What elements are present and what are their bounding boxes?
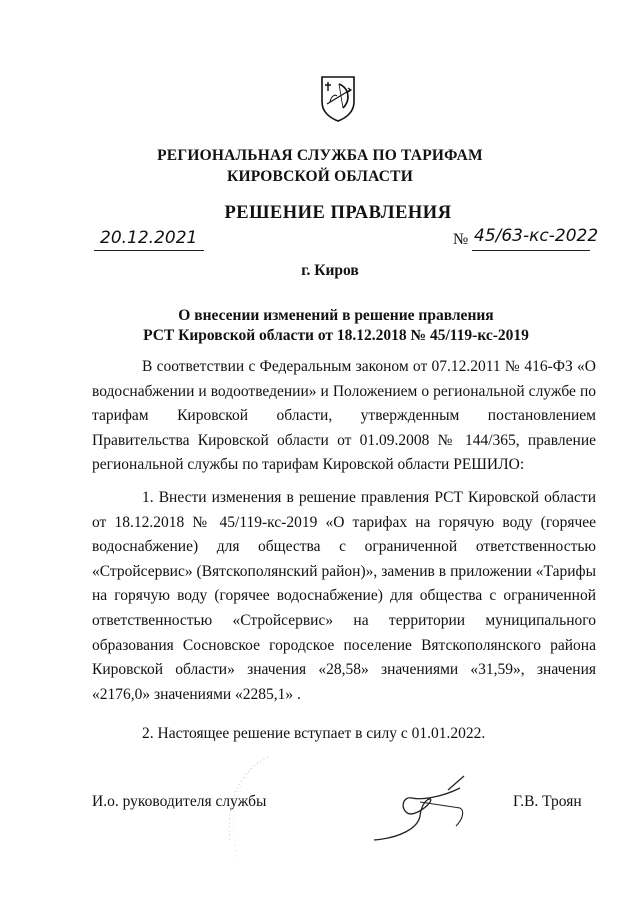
city: г. Киров: [301, 262, 359, 279]
document-date: 20.12.2021: [100, 228, 198, 248]
number-sign: №: [453, 231, 469, 248]
decision-item-1: 1. Внести изменения в решение правления РСТ Кировской области от 18.12.2018 № 45/119-кс-2019 «О тарифах на горячую воду (горячее водоснабжение) для общества с ограниченной ответственностью «Стройсервис» (Вятскополянский район)», заменив в приложении «Тарифы на горячую воду (горячее водоснабжение) для общества с ограниченной ответственностью «Стройсервис» на территории муниципального образования Сосновское городское поселение Вятскополянского района Кировской области» значения «28,58» значениями «31,59», значения «2176,0» значениями «2285,1» .: [92, 489, 596, 703]
subject-line1: О внесении изменений в решение правления: [178, 307, 494, 324]
preamble-paragraph: В соответствии с Федеральным законом от 07.12.2011 № 416-ФЗ «О водоснабжении и водоотведении» и Положением о региональной службе по тарифам Кировской области, утвержденным постановлением Правительства Кировской области от 01.09.2008 № 144/365, правление региональной службы по тарифам Кировской области РЕШИЛО:: [92, 358, 596, 474]
faint-stamp-mark: [208, 752, 278, 872]
signatory-name: Г.В. Троян: [513, 793, 582, 810]
decision-item-2: 2. Настоящее решение вступает в силу с 01.01.2022.: [142, 725, 486, 742]
kirov-coat-of-arms-icon: [319, 74, 357, 122]
number-underline: [472, 250, 590, 251]
subject-line2: РСТ Кировской области от 18.12.2018 № 45/119-кс-2019: [143, 327, 529, 344]
signatory-role: И.о. руководителя службы: [92, 793, 267, 810]
document-type-title: РЕШЕНИЕ ПРАВЛЕНИЯ: [224, 203, 452, 223]
handwritten-signature: [360, 768, 480, 848]
org-name-line2: КИРОВСКОЙ ОБЛАСТИ: [227, 168, 413, 185]
org-name-line1: РЕГИОНАЛЬНАЯ СЛУЖБА ПО ТАРИФАМ: [157, 147, 483, 164]
date-underline: [94, 250, 204, 251]
document-number: 45/63-кс-2022: [474, 226, 599, 246]
